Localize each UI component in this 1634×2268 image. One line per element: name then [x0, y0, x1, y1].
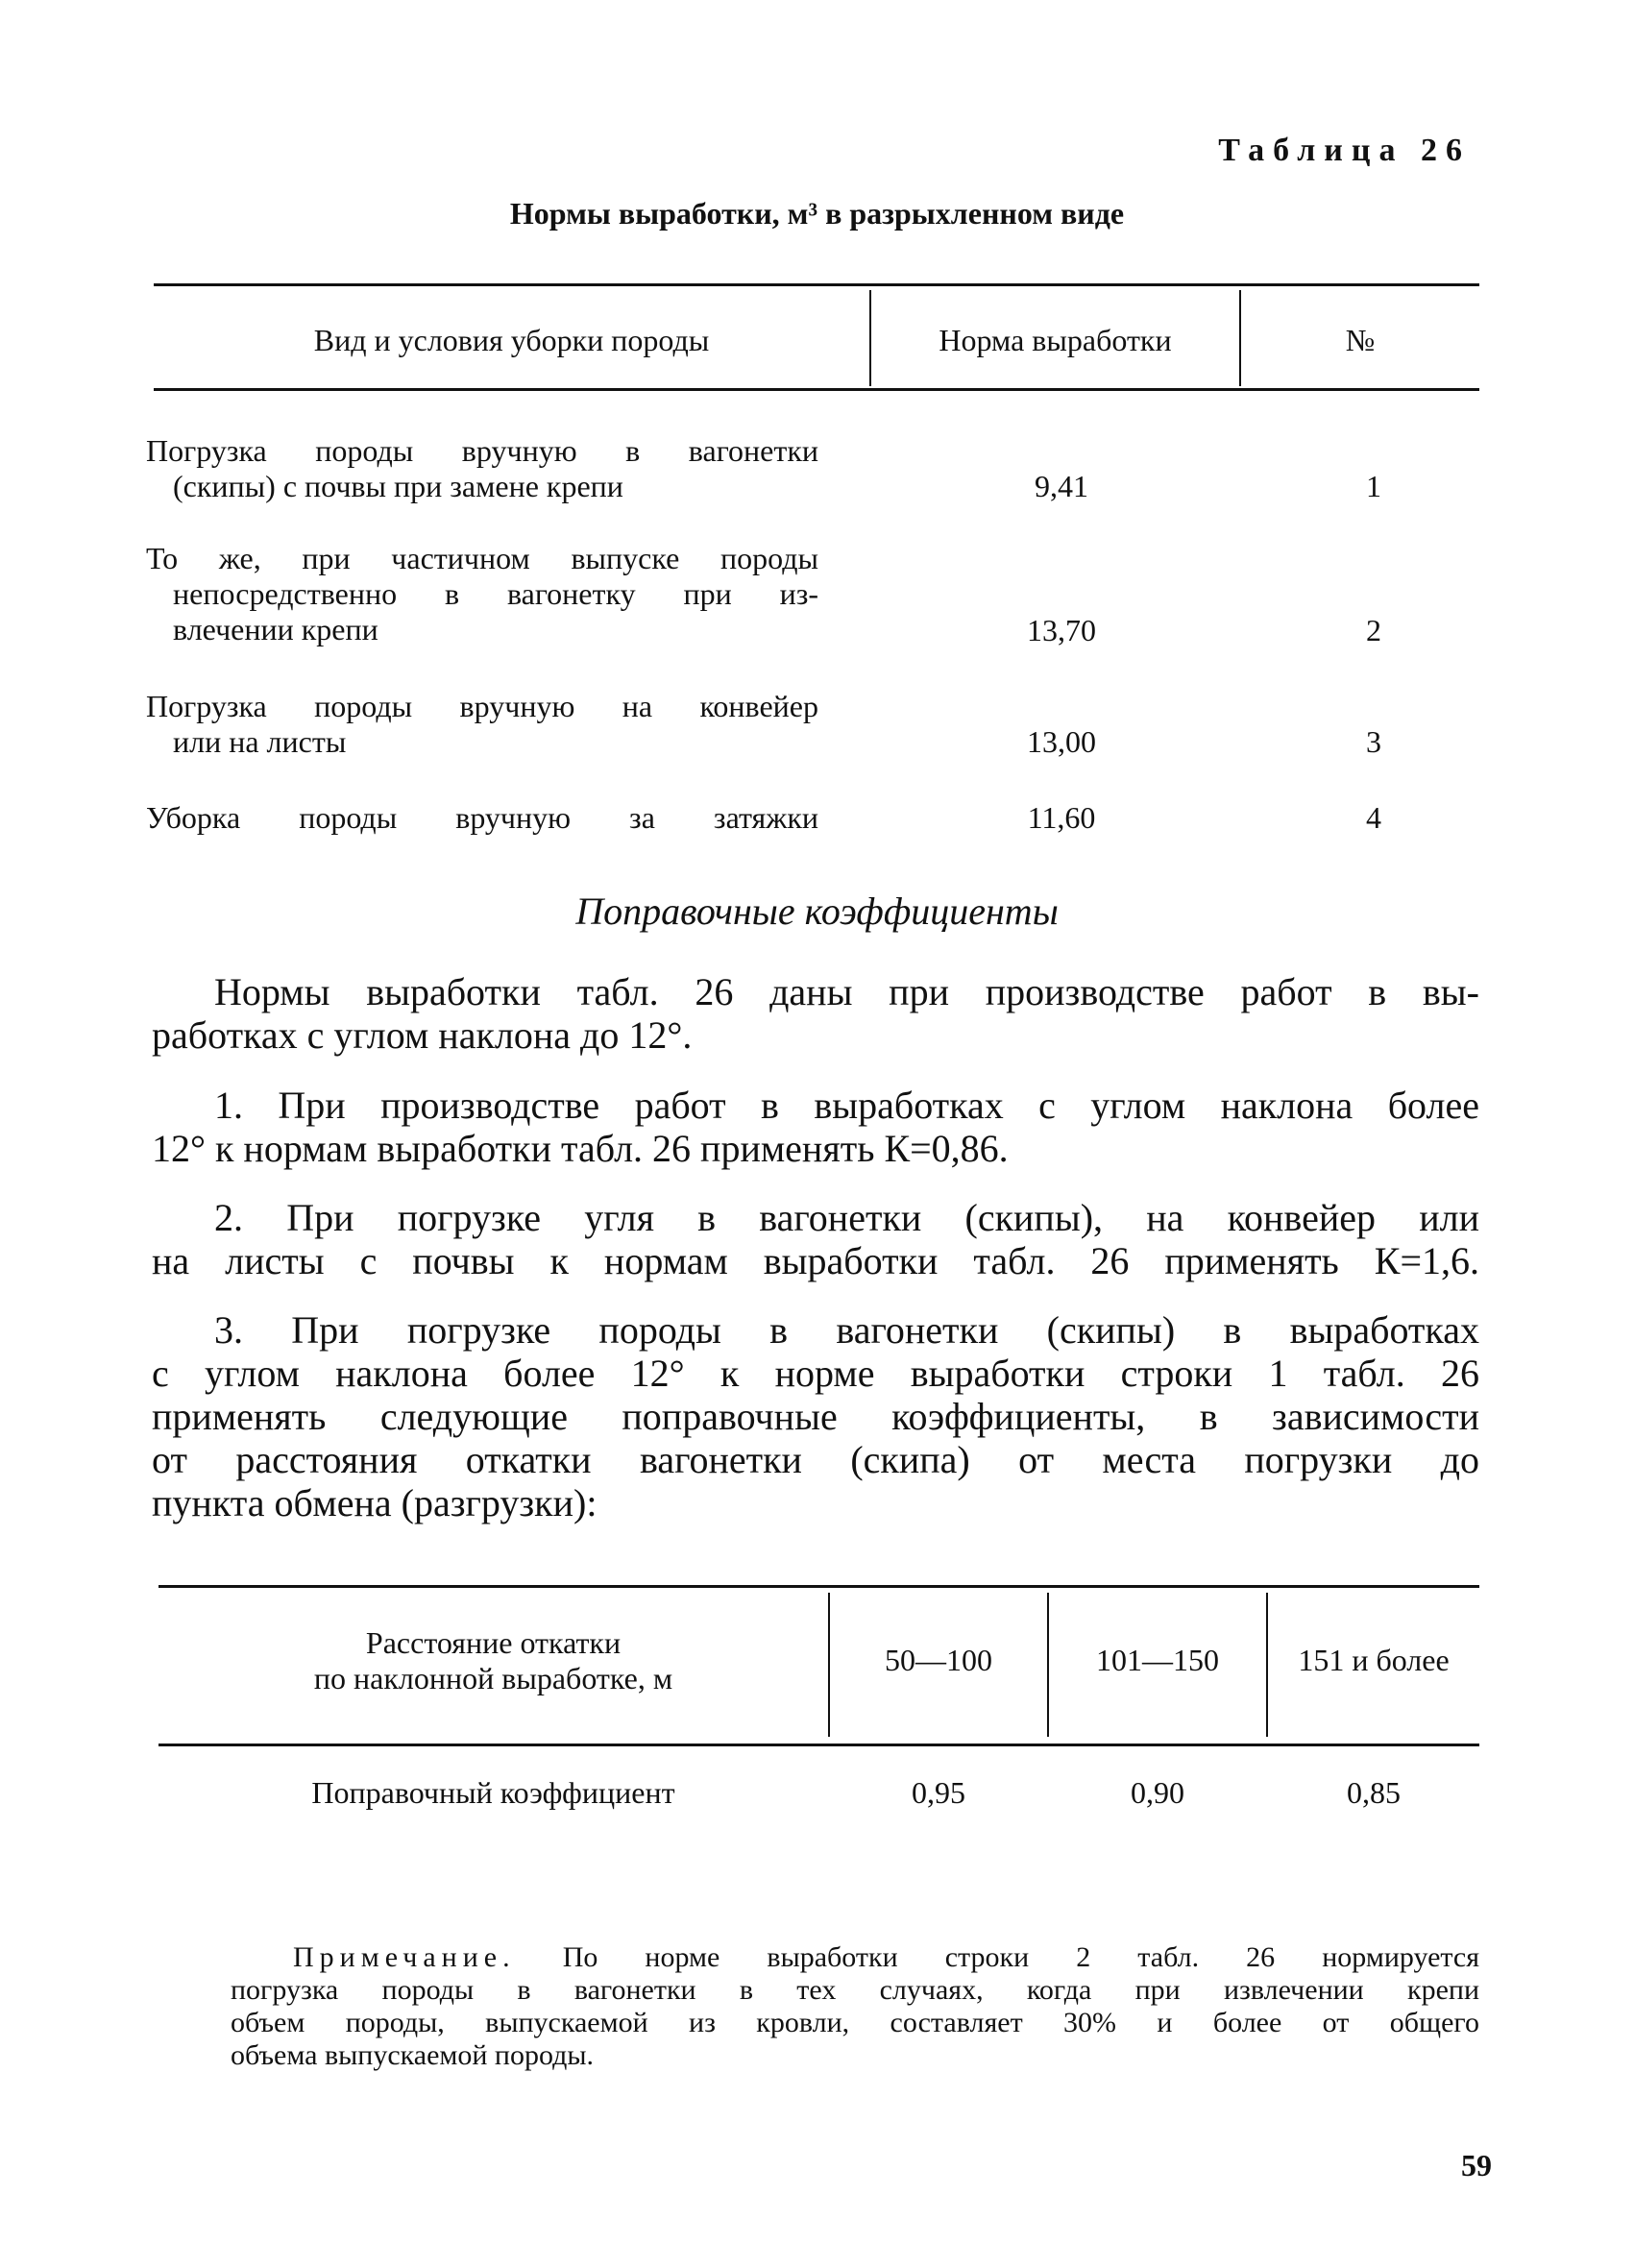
paragraph-line: 1. При производстве работ в выработках с углом наклона более: [214, 1084, 1479, 1127]
table-header-rule: [154, 388, 1479, 391]
row-number: 2: [1366, 613, 1381, 647]
row-norm-value: 13,70: [1027, 613, 1096, 647]
correction-item-1: [152, 1084, 1479, 1170]
table-title: Нормы выработки, м³ в разрыхленном виде: [509, 196, 1125, 231]
paragraph-line: 12° к нормам выработки табл. 26 применять К=0,86.: [152, 1127, 1009, 1170]
row-norm-value: 11,60: [1027, 800, 1096, 835]
paragraph-line: от расстояния откатки вагонетки (скипа) от места погрузки до: [152, 1438, 1479, 1481]
distance-header: [159, 1625, 828, 1696]
column-header-number: №: [1345, 323, 1376, 357]
row-norm-value: 9,41: [1035, 469, 1088, 503]
table-label: Таблица 26: [1218, 133, 1471, 168]
table-row: [146, 800, 818, 836]
column-header-norm: Норма выработки: [939, 323, 1172, 357]
table-row: [146, 541, 818, 647]
row-text-line: (скипы) с почвы при замене крепи: [173, 469, 623, 503]
paragraph-line: пункта обмена (разгрузки):: [152, 1481, 598, 1524]
row-text-line: влечении крепи: [173, 612, 378, 646]
table-top-rule: [154, 283, 1479, 286]
coefficient-value: 0,85: [1347, 1775, 1401, 1810]
section-subtitle: Поправочные коэффициенты: [575, 890, 1059, 933]
row-text-line: То же, при частичном выпуске породы: [146, 541, 818, 575]
distance-range: 50—100: [885, 1643, 992, 1677]
page-number: 59: [1461, 2148, 1492, 2183]
row-number: 3: [1366, 724, 1381, 759]
row-number: 1: [1366, 469, 1381, 503]
table-header-rule: [159, 1744, 1479, 1746]
row-text-line: Погрузка породы вручную на конвейер: [146, 689, 818, 723]
coefficient-value: 0,90: [1131, 1775, 1184, 1810]
row-text-line: или на листы: [173, 724, 347, 759]
row-text-line: Погрузка породы вручную в вагонетки: [146, 433, 818, 468]
table-top-rule: [159, 1585, 1479, 1588]
paragraph-line: на листы с почвы к нормам выработки табл. 26 применять К=1,6.: [152, 1239, 1479, 1282]
paragraph-line: Нормы выработки табл. 26 даны при производстве работ в вы-: [214, 970, 1479, 1013]
row-text-line: непосредственно в вагонетку при из-: [173, 576, 818, 611]
table-row: [146, 689, 818, 760]
correction-item-2: [152, 1196, 1479, 1282]
intro-paragraph: [152, 970, 1479, 1057]
paragraph-line: 3. При погрузке породы в вагонетки (скипы) в выработках: [214, 1308, 1479, 1352]
header-line: Расстояние откатки: [365, 1625, 622, 1660]
header-line: по наклонной выработке, м: [313, 1661, 673, 1695]
row-norm-value: 13,00: [1027, 724, 1096, 759]
row-number: 4: [1366, 800, 1381, 835]
note-label: Примечание.: [293, 1941, 516, 1973]
note-line: погрузка породы в вагонетки в тех случаях, когда при извлечении крепи: [231, 1974, 1479, 2006]
paragraph-line: с углом наклона более 12° к норме выработки строки 1 табл. 26: [152, 1352, 1479, 1395]
distance-range: 101—150: [1096, 1643, 1219, 1677]
note-line: объема выпускаемой породы.: [231, 2039, 595, 2071]
paragraph-line: 2. При погрузке угля в вагонетки (скипы), на конвейер или: [214, 1196, 1479, 1239]
coefficient-value: 0,95: [912, 1775, 965, 1810]
note-line: [231, 1941, 1479, 1974]
note-line: объем породы, выпускаемой из кровли, составляет 30% и более от общего: [231, 2007, 1479, 2038]
paragraph-line: работках с углом наклона до 12°.: [152, 1013, 693, 1057]
footnote: [231, 1941, 1479, 2072]
row-text-line: Уборка породы вручную за затяжки: [146, 800, 818, 835]
correction-item-3: [152, 1308, 1479, 1524]
coefficient-row-label: Поправочный коэффициент: [311, 1775, 675, 1810]
distance-range: 151 и более: [1298, 1643, 1450, 1677]
paragraph-line: применять следующие поправочные коэффициенты, в зависимости: [152, 1395, 1479, 1438]
column-header-kind: Вид и условия уборки породы: [313, 323, 710, 357]
table-row: [146, 433, 818, 504]
note-text: По норме выработки строки 2 табл. 26 нормируется: [562, 1941, 1479, 1973]
